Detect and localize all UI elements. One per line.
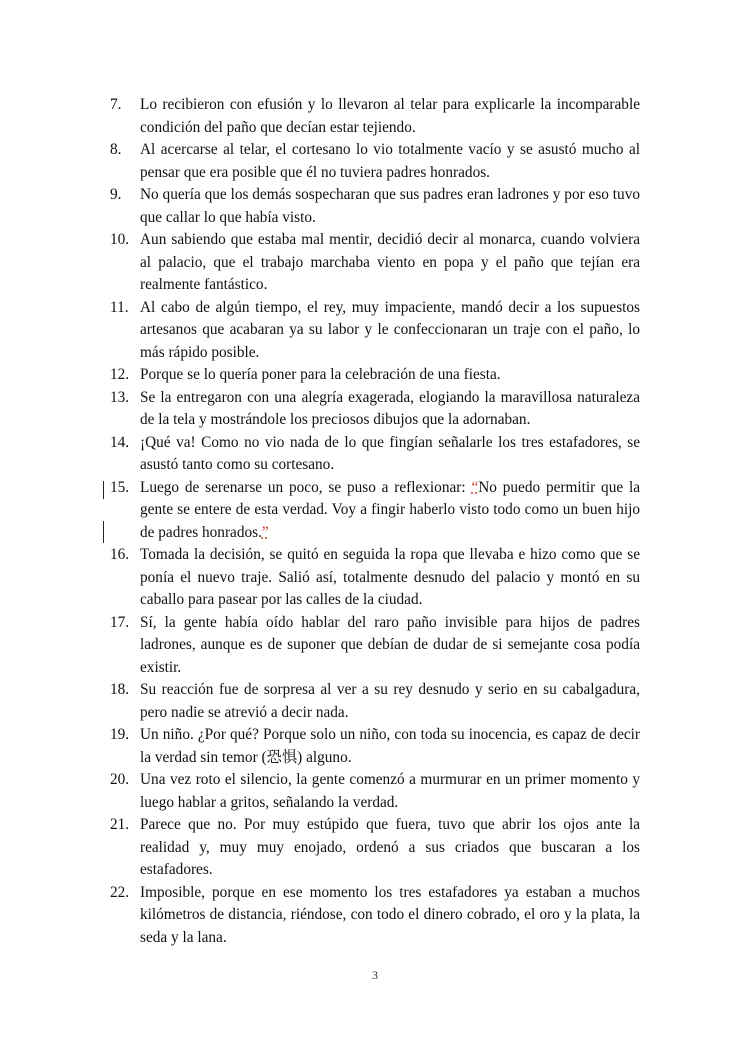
item-text: Sí, la gente había oído hablar del raro paño invisible para hijos de padres ladrones, aunque es de suponer que debían de dudar de si semejante cosa podía existir.: [140, 613, 640, 676]
list-item: [110, 612, 640, 680]
item-text: Lo recibieron con efusión y lo llevaron al telar para explicarle la incomparable condición del paño que decían estar tejiendo.: [140, 96, 640, 136]
list-item: [110, 544, 640, 612]
item-number: 22.: [110, 883, 130, 901]
list-item: [110, 679, 640, 724]
quoted-thought: No puedo permitir que la gente se entere de esta verdad. Voy a fingir haberlo visto todo como un buen hijo de padres honrados.: [140, 478, 640, 541]
revision-bar: [103, 481, 104, 499]
item-text: Un niño. ¿Por qué? Porque solo un niño, con toda su inocencia, es capaz de decir la verdad sin temor (恐惧) alguno.: [140, 726, 640, 766]
item-text: ¡Qué va! Como no vio nada de lo que fingían señalarle los tres estafadores, se asustó tanto como su cortesano.: [140, 433, 640, 473]
item-text: Se la entregaron con una alegría exagerada, elogiando la maravillosa naturaleza de la tela y mostrándole los preciosos dibujos que la adornaban.: [140, 388, 640, 428]
item-number: 19.: [110, 726, 130, 743]
list-item: [110, 229, 640, 297]
item-text: Imposible, porque en ese momento los tres estafadores ya estaban a muchos kilómetros de distancia, riéndose, con todo el dinero cobrado, el oro y la plata, la seda y la lana.: [140, 883, 640, 946]
list-item: [110, 477, 640, 545]
item-text: Porque se lo quería poner para la celebración de una fiesta.: [140, 366, 501, 383]
list-item: [110, 814, 640, 882]
item-number: 10.: [110, 231, 130, 248]
item-number: 18.: [110, 681, 130, 698]
item-text-intro: Luego de serenarse un poco, se puso a reflexionar:: [140, 478, 472, 496]
item-text: Al cabo de algún tiempo, el rey, muy impaciente, mandó decir a los supuestos artesanos que acabaran ya su labor y le confeccionaran un traje con el paño, lo más rápido posible.: [140, 298, 640, 361]
item-text: Tomada la decisión, se quitó en seguida la ropa que llevaba e hizo como que se ponía el nuevo traje. Salió así, totalmente desnudo del palacio y montó en su caballo para pasear por las calles de la ciudad.: [140, 546, 640, 608]
item-text: Parece que no. Por muy estúpido que fuera, tuvo que abrir los ojos ante la realidad y, muy muy enojado, ordenó a sus criados que buscaran a los estafadores.: [140, 816, 640, 878]
list-item: [110, 184, 640, 229]
list-item: [110, 139, 640, 184]
revision-bar: [103, 521, 104, 543]
list-item: [110, 769, 640, 814]
list-item: [110, 297, 640, 365]
item-number: 21.: [110, 816, 130, 833]
item-number: 20.: [110, 771, 130, 788]
item-number: 17.: [110, 613, 130, 631]
close-quote-mark: ”: [261, 523, 269, 541]
item-number: 14.: [110, 433, 130, 451]
list-item: [110, 94, 640, 139]
answer-list: [110, 94, 640, 949]
list-item: [110, 724, 640, 769]
item-text: Al acercarse al telar, el cortesano lo vio totalmente vacío y se asustó mucho al pensar que era posible que él no tuviera padres honrados.: [140, 141, 640, 181]
item-number: 11.: [110, 298, 129, 316]
item-number: 7.: [110, 96, 122, 113]
open-quote-mark: “: [471, 478, 479, 496]
item-text: No quería que los demás sospecharan que sus padres eran ladrones y por eso tuvo que callar lo que había visto.: [140, 186, 640, 226]
list-item: [110, 882, 640, 950]
item-text: [140, 477, 640, 545]
list-item: [110, 387, 640, 432]
item-number: 8.: [110, 141, 122, 158]
item-text: Aun sabiendo que estaba mal mentir, decidió decir al monarca, cuando volviera al palacio, que el trabajo marchaba viento en popa y el paño que tejían era realmente fantástico.: [140, 231, 640, 293]
item-text: Una vez roto el silencio, la gente comenzó a murmurar en un primer momento y luego hablar a gritos, señalando la verdad.: [140, 771, 640, 811]
item-number: 12.: [110, 366, 130, 383]
item-number: 15.: [110, 478, 130, 496]
list-item: [110, 432, 640, 477]
item-text: Su reacción fue de sorpresa al ver a su rey desnudo y serio en su cabalgadura, pero nadie se atrevió a decir nada.: [140, 681, 640, 721]
item-number: 9.: [110, 186, 122, 203]
list-item: [110, 364, 640, 387]
page-number: 3: [372, 968, 378, 982]
item-number: 13.: [110, 388, 130, 406]
item-number: 16.: [110, 546, 130, 563]
